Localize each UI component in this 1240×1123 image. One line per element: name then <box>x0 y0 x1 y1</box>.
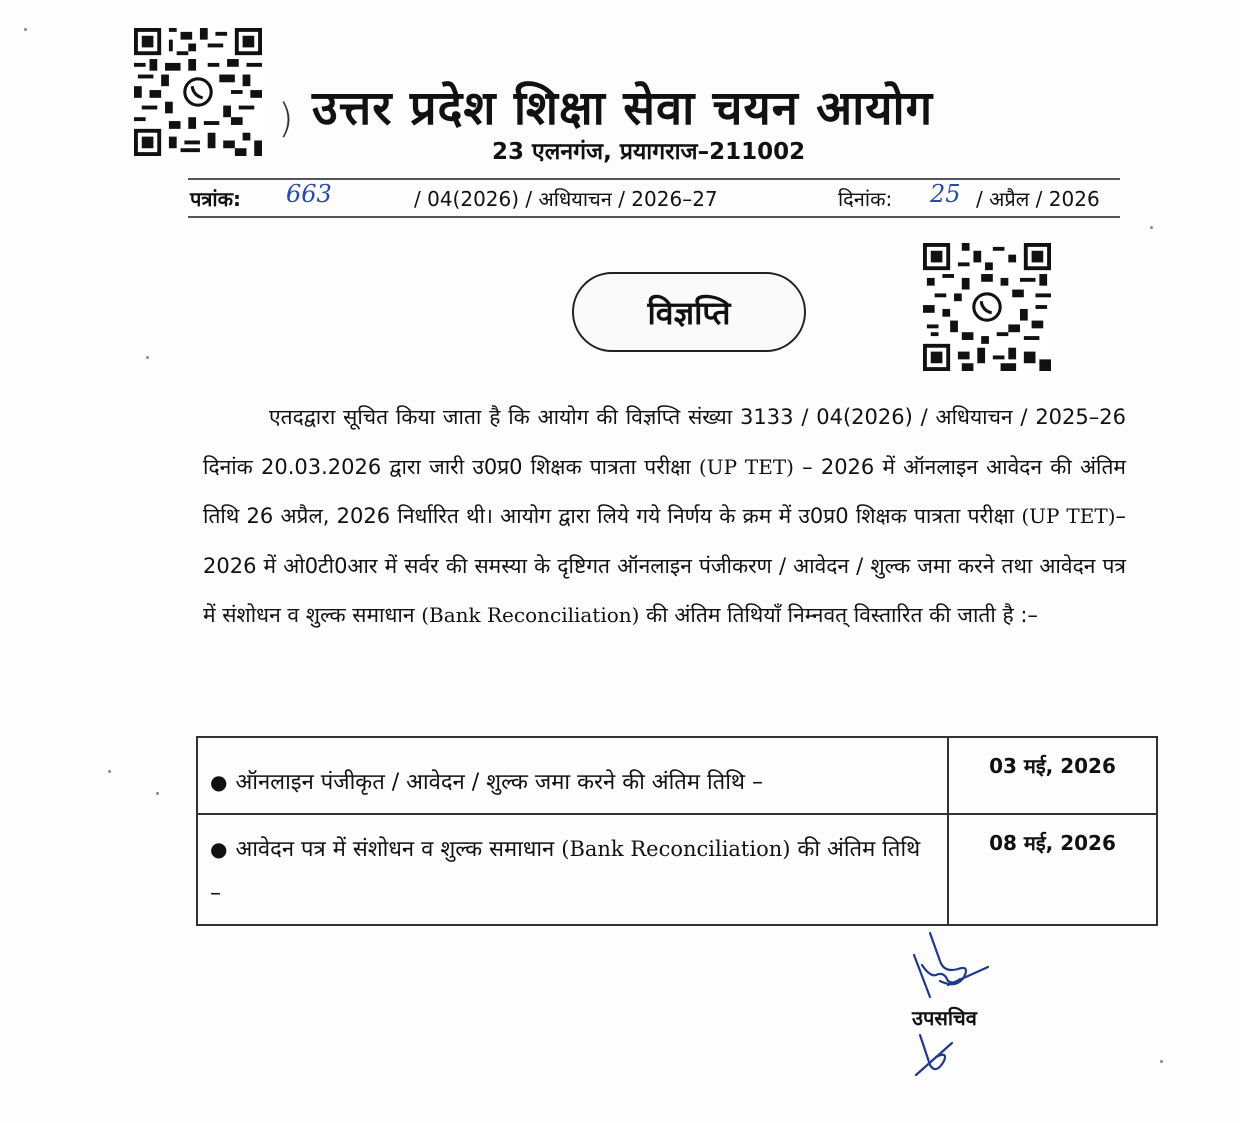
patrank-label: पत्रांक: <box>190 187 241 211</box>
body-en-2: (UP TET) <box>1021 504 1116 528</box>
deadline-label: आवेदन पत्र में संशोधन व शुल्क समाधान <box>235 837 562 862</box>
body-part-2: – 2026 में ऑनलाइन आवेदन की अंतिम तिथि 26 अप्रैल, 2026 निर्धारित थी। आयोग द्वारा लिये गये निर्णय के क्रम में उ0प्र0 शिक्षक पात्रता परीक्षा <box>203 454 1126 528</box>
qr-code-icon <box>132 28 264 156</box>
scan-speck <box>146 356 149 359</box>
scan-speck <box>1150 226 1153 229</box>
scan-speck <box>24 28 27 31</box>
deadline-date: 08 मई, 2026 <box>948 814 1157 925</box>
organization-name: उत्तर प्रदेश शिक्षा सेवा चयन आयोग <box>312 81 934 136</box>
deadline-label-tail: की अंतिम तिथि – <box>210 837 921 906</box>
notice-title <box>572 272 806 352</box>
body-part-1: एतदद्वारा सूचित किया जाता है कि आयोग की विज्ञप्ति संख्या 3133 / 04(2026) / अधियाचन / 2025–26 दिनांक 20.03.2026 द्वारा जारी उ0प्र0 शिक्षक पात्रता परीक्षा <box>203 405 1126 479</box>
reference-line <box>188 178 1120 218</box>
bullet-icon: ● <box>210 770 228 794</box>
table-row <box>197 814 1157 925</box>
deadline-date: 03 मई, 2026 <box>948 737 1157 814</box>
scan-speck <box>108 770 111 773</box>
qr-code-icon <box>922 243 1052 371</box>
date-label: दिनांक: <box>838 187 893 211</box>
qr-code-right <box>922 243 1052 371</box>
date-suffix: / अप्रैल / 2026 <box>976 187 1100 211</box>
table-row <box>197 737 1157 814</box>
organization-address: 23 एलनगंज, प्रयागराज–211002 <box>492 139 806 165</box>
deadline-label: ऑनलाइन पंजीकृत / आवेदन / शुल्क जमा करने की अंतिम तिथि – <box>235 770 763 795</box>
bullet-icon: ● <box>210 837 228 861</box>
notice-body <box>203 393 1126 641</box>
body-part-3: –2026 में ओ0टी0आर में सर्वर की समस्या के दृष्टिगत ऑनलाइन पंजीकरण / आवेदन / शुल्क जमा करने तथा आवेदन पत्र में संशोधन व शुल्क समाधान <box>203 504 1127 627</box>
scan-speck <box>1160 1060 1163 1063</box>
body-en-1: (UP TET) <box>698 454 794 479</box>
decorative-bracket: ) <box>278 96 294 142</box>
deadline-label-cell <box>197 814 948 925</box>
date-day: 25 <box>930 180 961 208</box>
scan-speck <box>156 792 159 795</box>
patrank-number: 663 <box>286 180 332 208</box>
deadline-label-cell <box>197 737 948 814</box>
notice-title-text: विज्ञप्ति <box>647 293 731 332</box>
qr-code-top-left <box>132 28 264 156</box>
body-en-3: (Bank Reconciliation) <box>421 603 640 627</box>
body-part-4: की अंतिम तिथियाँ निम्नवत् विस्तारित की जाती है :– <box>639 603 1038 627</box>
deadline-table <box>196 736 1158 926</box>
deadline-label-en: (Bank Reconciliation) <box>561 837 791 861</box>
designation: उपसचिव <box>912 1006 977 1030</box>
patrank-suffix: / 04(2026) / अधियाचन / 2026–27 <box>414 187 718 211</box>
